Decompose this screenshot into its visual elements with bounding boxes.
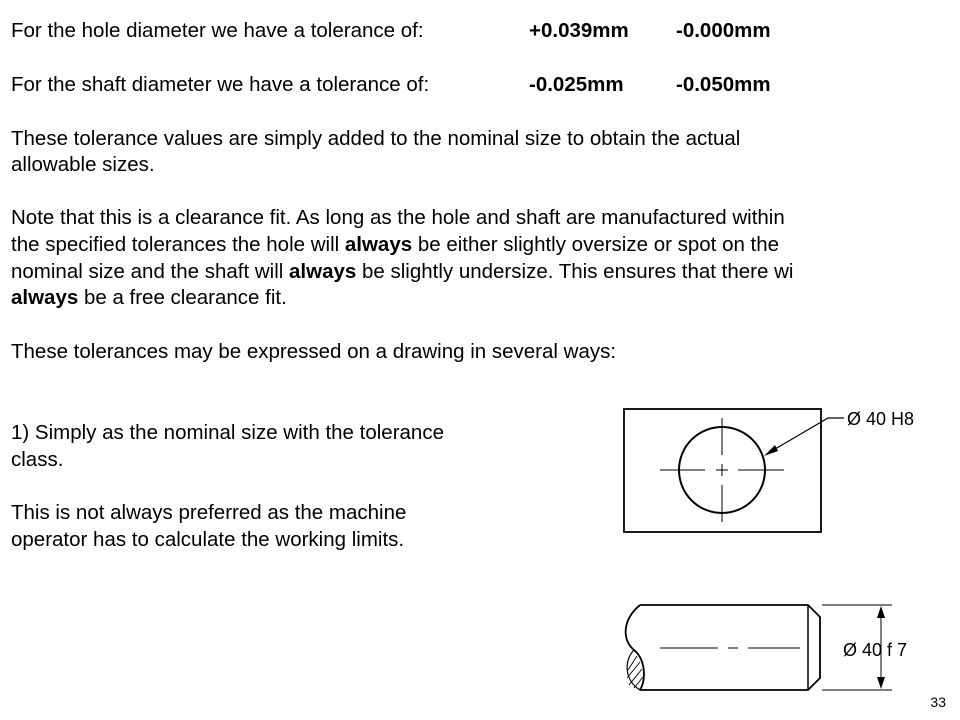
always-emphasis: always: [344, 233, 413, 256]
para2-line3-a: nominal size and the shaft will: [11, 260, 290, 283]
shaft-upper-tolerance: -0.025mm: [529, 73, 624, 96]
para2-line3-c: be slightly undersize. This ensures that there wi: [356, 260, 794, 283]
hole-leader-line: [770, 418, 844, 452]
shaft-callout: Ø 40 f 7: [843, 640, 908, 660]
method1-note2: operator has to calculate the working limits.: [11, 528, 405, 551]
hole-callout: Ø 40 H8: [847, 409, 915, 429]
hole-drawing: [624, 409, 844, 532]
method1-line1: 1) Simply as the nominal size with the tolerance: [11, 421, 444, 444]
page-number: 33: [930, 694, 946, 710]
always-emphasis: always: [11, 286, 79, 309]
hole-lower-tolerance: -0.000mm: [676, 19, 771, 42]
method1-line2: class.: [11, 448, 64, 471]
hole-upper-tolerance: +0.039mm: [529, 19, 629, 42]
shaft-dim-arrow-bottom: [877, 677, 885, 689]
para2-line2-c: be either slightly oversize or spot on the: [412, 233, 780, 256]
shaft-break-hatch: [627, 656, 643, 688]
hole-leader-arrow: [764, 445, 778, 456]
para2-line1: Note that this is a clearance fit. As long as the hole and shaft are manufactured within: [11, 206, 785, 229]
method1-note1: This is not always preferred as the machine: [11, 501, 407, 524]
shaft-tolerance-label: For the shaft diameter we have a tolerance of:: [11, 73, 430, 96]
para2-line4-b: be a free clearance fit.: [78, 286, 287, 309]
hole-tolerance-label: For the hole diameter we have a tolerance of:: [11, 19, 424, 42]
para1-line2: allowable sizes.: [11, 153, 155, 176]
para1-line1: These tolerance values are simply added to the nominal size to obtain the actual: [11, 127, 741, 150]
para2-line2-a: the specified tolerances the hole will: [11, 233, 345, 256]
always-emphasis: always: [289, 260, 357, 283]
shaft-lower-tolerance: -0.050mm: [676, 73, 771, 96]
para3: These tolerances may be expressed on a drawing in several ways:: [11, 340, 617, 363]
shaft-dim-arrow-top: [877, 606, 885, 618]
